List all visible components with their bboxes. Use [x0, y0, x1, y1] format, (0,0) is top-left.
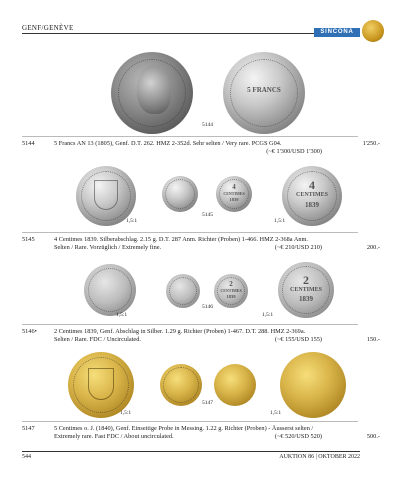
coin-reverse-large-5146	[278, 262, 334, 318]
coin-legend-unit: CENTIMES	[295, 192, 328, 198]
scale-label: 1,5:1	[262, 312, 274, 318]
lot-5146	[22, 328, 380, 346]
lot-divider	[22, 421, 358, 422]
lot-5144	[22, 140, 380, 158]
lot-divider	[22, 136, 358, 137]
coin-legend-year: 1839	[226, 294, 236, 299]
brand-logo: SINCONA	[314, 28, 360, 37]
lot-description: 4 Centimes 1839. Silberabschlag. 2.15 g. D.T. 287 Anm. Richter (Proben) 1-466. HMZ 2-368a Anm. Selten / Rare. Vorzüglich / Extremely fine.	[54, 236, 308, 251]
coin-reverse-5144	[223, 52, 305, 134]
lot-description: 5 Francs AN 13 (1805), Genf. D.T. 262. HMZ 2-352d. Sehr selten / Very rare. PCGS G04.	[54, 140, 282, 147]
lot-number: 5145	[22, 236, 35, 243]
coin-reverse-large-5145	[282, 166, 342, 226]
lot-photo-5145	[68, 164, 358, 224]
lot-price: 500.-	[366, 433, 380, 440]
coin-legend-unit: CENTIMES	[220, 288, 242, 293]
lot-number: 5144	[22, 140, 35, 147]
lot-number: 5147	[22, 425, 35, 432]
lot-estimate: (~€ 1'300/USD 1'300)	[266, 148, 322, 155]
coin-obverse-5145	[162, 176, 198, 212]
coin-obverse-large-5147	[68, 352, 134, 418]
lot-description: 2 Centimes 1839, Genf. Abschlag in Silber. 1.29 g. Richter (Proben) 1-467. D.T. 288. HMZ 2-369a. Selten / Rare. FDC / Uncirculated.	[54, 328, 306, 343]
lot-estimate: (~€ 210/USD 210)	[274, 244, 322, 251]
scale-label: 1,5:1	[120, 410, 132, 416]
coin-legend-5144: 5 FRANCS	[247, 86, 281, 94]
scale-label: 1,5:1	[126, 218, 138, 224]
lot-divider	[22, 232, 358, 233]
scale-label: 1,5:1	[274, 218, 286, 224]
coin-reverse-5146	[214, 274, 248, 308]
coin-legend-year: 1839	[299, 295, 313, 303]
coin-reverse-5145	[216, 176, 252, 212]
brand-coin-icon	[362, 20, 384, 42]
lot-photo-5147	[66, 348, 362, 418]
lot-photo-5146	[78, 262, 358, 318]
coin-legend-year: 1839	[305, 201, 319, 209]
page-number: 544	[22, 454, 31, 460]
photo-label-5144: 5144	[202, 122, 213, 128]
footer-divider	[22, 451, 360, 452]
coin-obverse-large-5146	[84, 264, 136, 316]
coin-obverse-5147	[160, 364, 202, 406]
coin-obverse-5146	[166, 274, 200, 308]
lot-price: 1'250.-	[362, 140, 380, 147]
coin-legend-value: 4	[309, 178, 315, 192]
lot-photo-5144	[105, 52, 325, 128]
lot-number: 5146•	[22, 328, 37, 335]
coin-legend-unit: CENTIMES	[289, 287, 322, 293]
photo-label-5146: 5146	[202, 304, 213, 310]
scale-label: 1,5:1	[270, 410, 282, 416]
scale-label: 1,5:1	[116, 312, 128, 318]
lot-price: 200.-	[366, 244, 380, 251]
photo-label-5147: 5147	[202, 400, 213, 406]
lot-5147	[22, 425, 380, 443]
lot-price: 150.-	[366, 336, 380, 343]
page-header	[0, 0, 418, 46]
coin-reverse-5147	[214, 364, 256, 406]
coin-legend-unit: CENTIMES	[223, 191, 245, 196]
auction-label: AUKTION 86 | OKTOBER 2022	[279, 454, 360, 460]
coin-legend-year: 1839	[229, 197, 239, 202]
coin-legend-value: 2	[229, 280, 233, 288]
coin-legend-value: 4	[232, 183, 236, 191]
lot-description: 5 Centimes o. J. (1840), Genf. Einseitige Probe in Messing. 1.22 g. Richter (Proben) - Äusserst selten / Extremely rare. Fast FDC / About uncirculated.	[54, 425, 314, 440]
coin-obverse-large-5145	[76, 166, 136, 226]
lot-divider	[22, 324, 358, 325]
photo-label-5145: 5145	[202, 212, 213, 218]
lot-estimate: (~€ 155/USD 155)	[274, 336, 322, 343]
lot-estimate: (~€ 520/USD 520)	[274, 433, 322, 440]
coin-reverse-large-5147	[280, 352, 346, 418]
header-divider	[22, 33, 360, 34]
coin-obverse-5144	[111, 52, 193, 134]
section-title: GENF/GENÈVE	[22, 24, 74, 32]
lot-5145	[22, 236, 380, 254]
coin-legend-value: 2	[303, 273, 309, 287]
